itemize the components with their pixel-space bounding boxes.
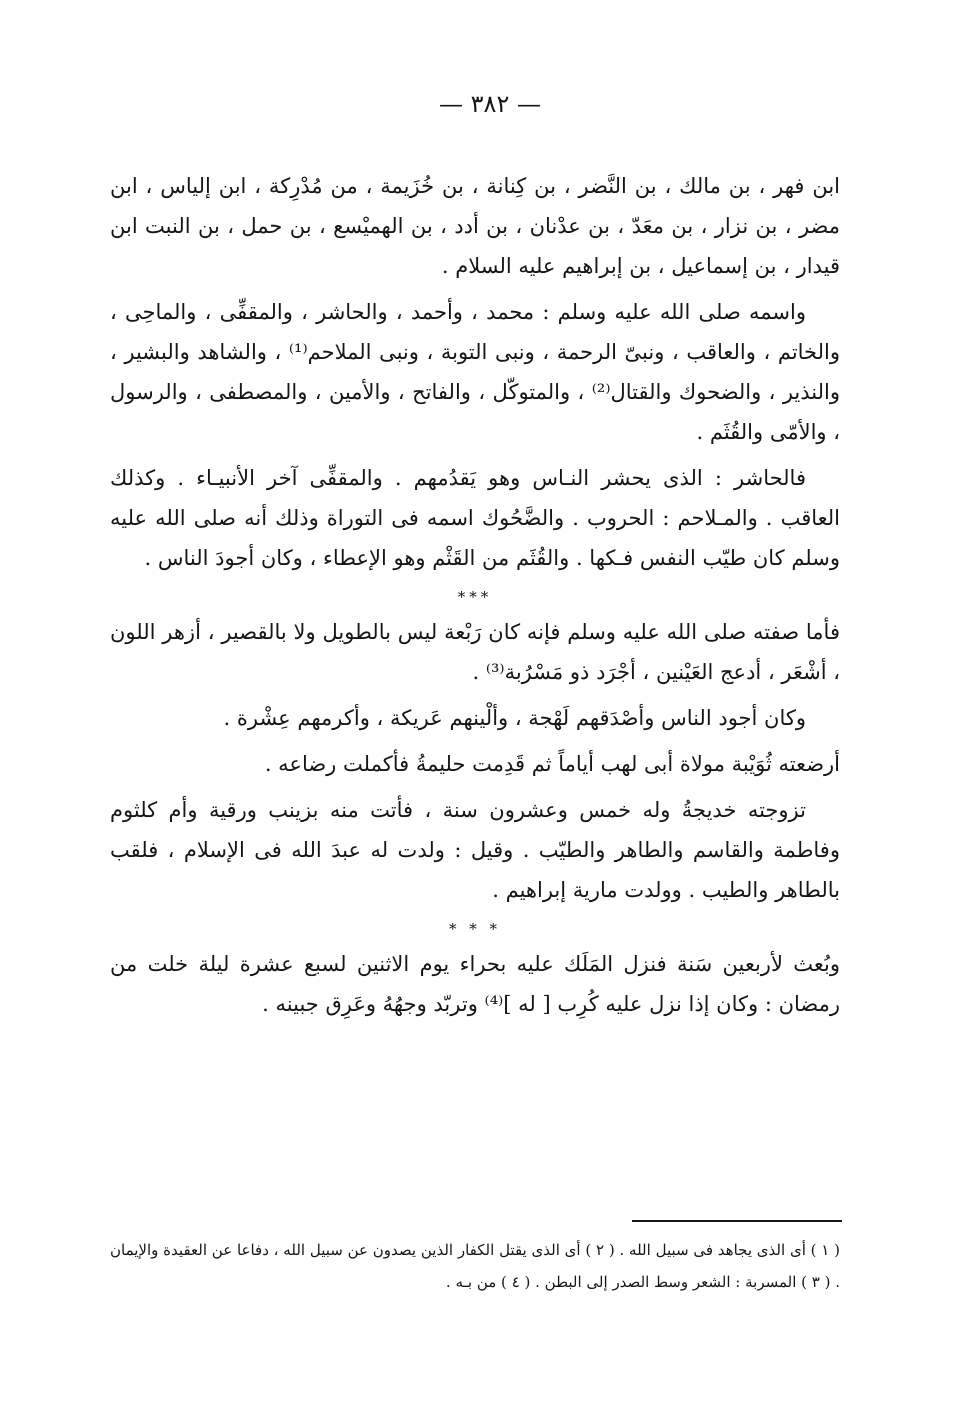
page-number: — ٣٨٢ — xyxy=(439,90,541,118)
paragraph-marriage: تزوجته خديجةُ وله خمس وعشرون سنة ، فأتت منه بزينب ورقية وأم كلثوم وفاطمة والقاسم والطاهر والطيّب . وقيل : ولدت له عبدَ الله فى الإسلام ، فلقب بالطاهر والطيب . وولدت مارية إبراهيم . xyxy=(110,798,840,902)
paragraph-nursing: أرضعته ثُوَيْبة مولاة أبى لهب أياماً ثم قَدِمت حليمةُ فأكملت رضاعه . xyxy=(264,752,840,776)
paragraph-character: وكان أجود الناس وأصْدَقهم لَهْجة ، وألْينهم عَريكة ، وأكرمهم عِشْرة . xyxy=(223,706,806,730)
main-text xyxy=(110,166,840,1030)
section-divider: *** xyxy=(457,588,493,606)
paragraph-lineage: ابن فهر ، بن مالك ، بن النَّضر ، بن كِنانة ، بن خُزَيمة ، من مُدْرِكة ، ابن إلياس ، ابن مضر ، بن نزار ، بن معَدّ ، بن عدْنان ، بن أدد ، بن الهميْسع ، بن حمل ، بن النبت ابن قيدار ، بن إسماعيل ، بن إبراهيم عليه السلام . xyxy=(110,174,840,278)
footnotes xyxy=(110,1234,840,1298)
section-divider: * * * xyxy=(448,920,502,938)
paragraph-name-meanings: فالحاشر : الذى يحشر النـاس وهو يَقدُمهم . والمقفِّى آخر الأنبيـاء . وكذلك العاقب . والمـلاحم : الحروب . والضَّحُوك اسمه فى التوراة وذلك أنه صلى الله عليه وسلم كان طيّب النفس فـكها . والقُثَم من القَثْم وهو الإعطاء ، وكان أجودَ الناس . xyxy=(110,466,840,570)
paragraph-names: واسمه صلى الله عليه وسلم : محمد ، وأحمد ، والحاشر ، والمقفِّى ، والماحِى ، والخاتم ، والعاقب ، ونبىّ الرحمة ، ونبى التوبة ، ونبى الملاحم⁽¹⁾ ، والشاهد والبشير ، والنذير ، والضحوك والقتال⁽²⁾ ، والمتوكّل ، والفاتح ، والأمين ، والمصطفى ، والرسول ، والأمّى والقُثَم . xyxy=(110,300,840,444)
paragraph-prophethood: وبُعث لأربعين سَنة فنزل المَلَك عليه بحراء يوم الاثنين لسبع عشرة ليلة خلت من رمضان : وكان إذا نزل عليه كُرِب [ له ]⁽⁴⁾ وتربّد وجهُهُ وعَرِق جبينه . xyxy=(110,952,840,1016)
paragraph-description: فأما صفته صلى الله عليه وسلم فإنه كان رَبْعة ليس بالطويل ولا بالقصير ، أزهر اللون ، أشْعَر ، أدعج العَيْنين ، أجْرَد ذو مَسْرُبة⁽³⁾ . xyxy=(110,620,840,684)
footnote-separator xyxy=(632,1220,842,1222)
footnote-text: ( ١ ) أى الذى يجاهد فى سبيل الله . ( ٢ ) أى الذى يقتل الكفار الذين يصدون عن سبيل الله ، دفاعا عن العقيدة والإيمان . ( ٣ ) المسربة : الشعر وسط الصدر إلى البطن . ( ٤ ) من بـه . xyxy=(110,1241,840,1291)
